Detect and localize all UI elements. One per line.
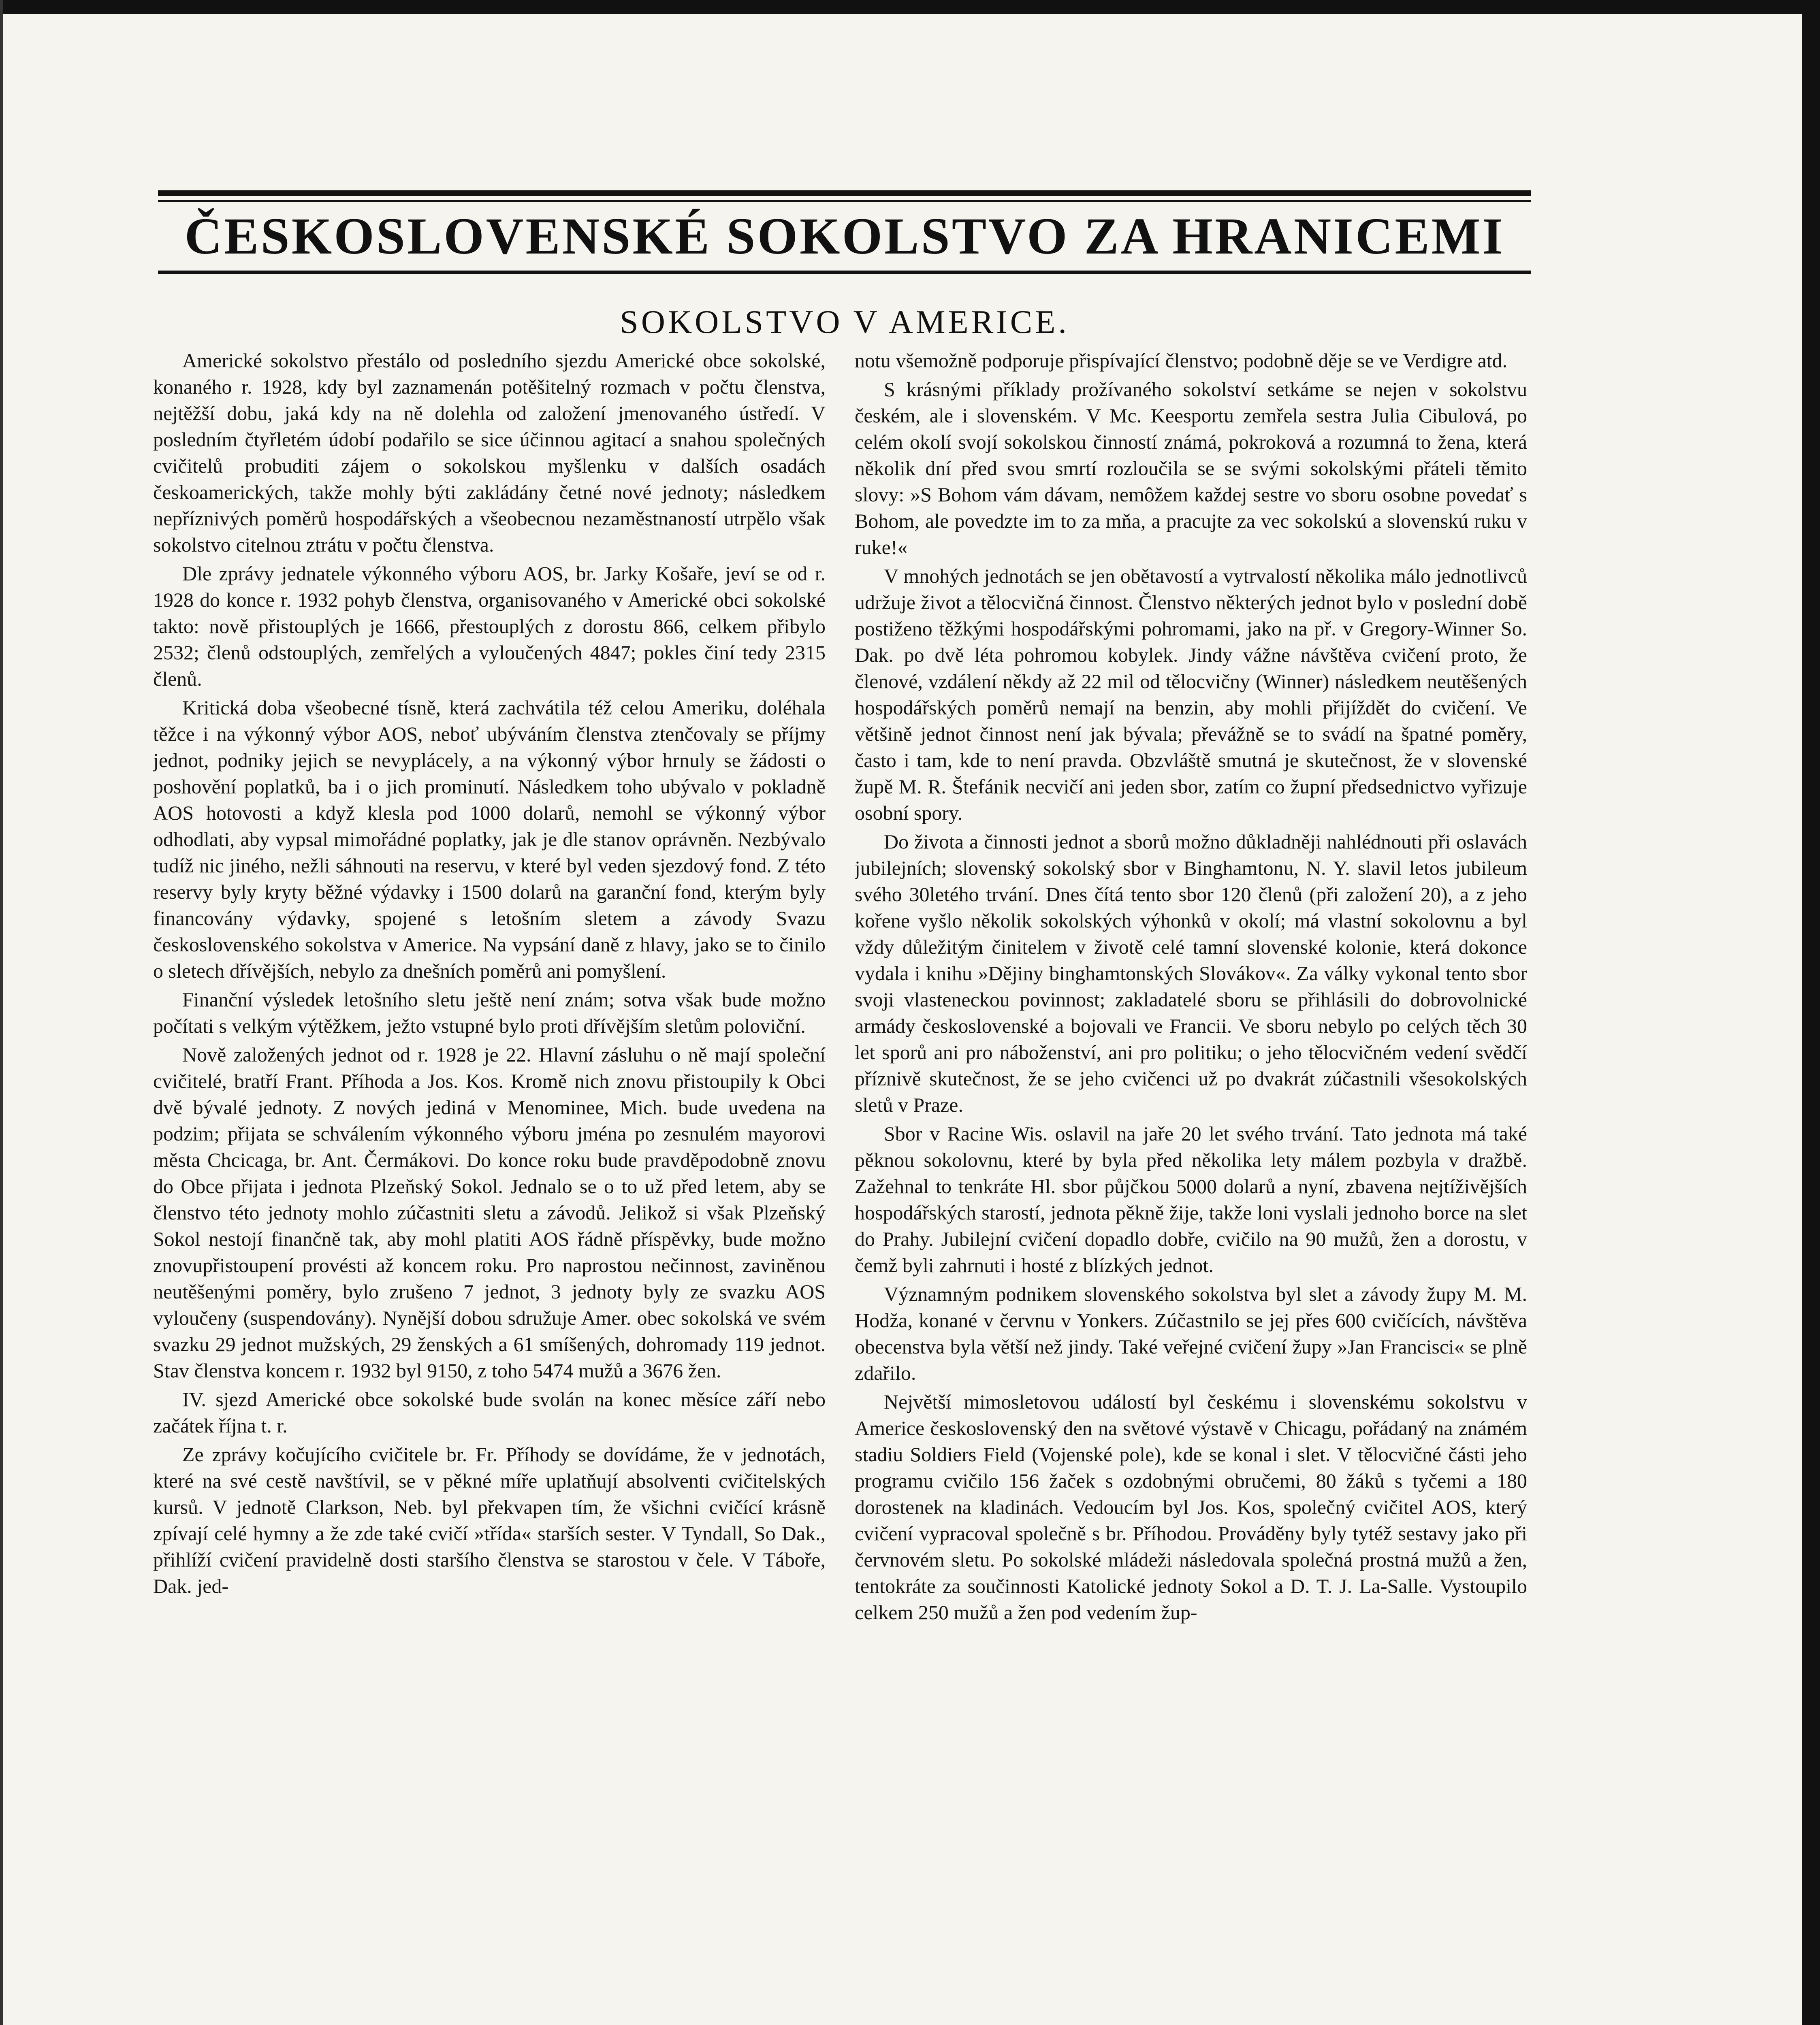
left-column xyxy=(153,347,826,2000)
right-paragraph-3: V mnohých jednotách se jen obětavostí a vytrvalostí několika málo jednotlivců udržuje život a tělocvičná činnost. Členstvo některých jednot bylo v poslední době postiženo těžkými hospodářskými pohromami, jako na př. v Gregory-Winner So. Dak. po dvě léta pohromou kobylek. Jindy vážne návštěva cvičení proto, že členové, vzdálení někdy až 22 mil od tělocvičny (Winner) následkem neutěšených hospodářských poměrů nemají na benzin, aby mohli přijíždět do cvičení. Ve většině jednot činnost není jak bývala; převážně se to svádí na špatné poměry, často i tam, kde to není pravda. Obzvláště smutná je skutečnost, že v slovenské župě M. R. Štefánik necvičí ani jeden sbor, zatím co župní předsednictvo vyřizuje osobní spory. xyxy=(855,565,1527,824)
scan-border-left xyxy=(0,0,3,2025)
right-column xyxy=(855,347,1527,2000)
right-paragraph-4: Do života a činnosti jednot a sborů možno důkladněji nahlédnouti při oslavách jubilejních; slovenský sokolský sbor v Binghamtonu, N. Y. slavil letos jubileum svého 30letého trvání. Dnes čítá tento sbor 120 členů (při založení 20), a z jeho kořene vyšlo několik sokolských výhonků v okolí; má vlastní sokolovnu a byl vždy důležitým činitelem v životě celé tamní slovenské kolonie, která dokonce vydala i knihu »Dějiny binghamtonských Slovákov«. Za války vykonal tento sbor svoji vlasteneckou povinnost; zakladatelé sboru se přihlásili do dobrovolnické armády československé a bojovali ve Francii. Ve sboru nebylo po celých těch 30 let sporů ani pro náboženství, ani pro politiku; o jeho tělocvičném vedení svědčí příznivě skutečnost, že se jeho cvičenci už po dvakrát zúčastnili všesokolských sletů v Praze. xyxy=(855,830,1527,1116)
right-paragraph-5: Sbor v Racine Wis. oslavil na jaře 20 let svého trvání. Tato jednota má také pěknou sokolovnu, které by byla před několika lety málem pozbyla v dražbě. Zažehnal to tenkráte Hl. sbor půjčkou 5000 dolarů a nyní, zbavena nejtíživějších hospodářských starostí, jednota pěkně žije, takže loni vyslali jednoho borce na slet do Prahy. Jubilejní cvičení dopadlo dobře, cvičilo na 90 mužů, žen a dorostu, v čemž byli zahrnuti i hosté z blízkých jednot. xyxy=(855,1122,1527,1277)
right-paragraph-2: S krásnými příklady prožívaného sokolství setkáme se nejen v sokolstvu českém, ale i slovenském. V Mc. Keesportu zemřela sestra Julia Cibulová, po celém okolí svojí sokolskou činností známá, pokroková a rozumná to žena, která několik dní před svou smrtí rozloučila se se svými sokolskými přáteli těmito slovy: »S Bohom vám dávam, nemôžem každej sestre vo sboru osobne povedať s Bohom, ale povedzte im to za mňa, a pracujte za vec sokolskú a slovenskú ruku v ruke!« xyxy=(855,378,1527,558)
left-paragraph-4: Finanční výsledek letošního sletu ještě není znám; sotva však bude možno počítati s velkým výtěžkem, ježto vstupné bylo proti dřívějším sletům poloviční. xyxy=(153,988,826,1037)
left-paragraph-5: Nově založených jednot od r. 1928 je 22. Hlavní zásluhu o ně mají společní cvičitelé, bratří Frant. Příhoda a Jos. Kos. Kromě nich znovu přistoupily k Obci dvě bývalé jednoty. Z nových jediná v Menominee, Mich. bude uvedena na podzim; přijata se schválením výkonného výboru jména po zesnulém mayorovi města Chcicaga, br. Ant. Čermákovi. Do konce roku bude pravděpodobně znovu do Obce přijata i jednota Plzeňský Sokol. Jednalo se o to už před letem, aby se členstvo této jednoty mohlo zúčastniti sletu a závodů. Jelikož si však Plzeňský Sokol nestojí finančně tak, aby mohl platiti AOS řádně příspěvky, bude možno znovupřistoupení provésti až koncem roku. Pro naprostou nečinnost, zaviněnou neutěšenými poměry, bylo zrušeno 7 jednot, 3 jednoty byly ze svazku AOS vyloučeny (suspendovány). Nynější dobou sdružuje Amer. obec sokolská ve svém svazku 29 jednot mužských, 29 ženských a 61 smíšených, dohromady 119 jednot. Stav členstva koncem r. 1932 byl 9150, z toho 5474 mužů a 3676 žen. xyxy=(153,1043,826,1382)
section-title: ČESKOSLOVENSKÉ SOKOLSTVO ZA HRANICEMI xyxy=(184,207,1505,265)
header-rule-bottom xyxy=(158,271,1531,274)
left-paragraph-1: Americké sokolstvo přestálo od posledního sjezdu Americké obce sokolské, konaného r. 1928, kdy byl zaznamenán potěšitelný rozmach v počtu členstva, nejtěžší dobu, jaká kdy na ně dolehla od založení jmenovaného ústředí. V posledním čtyřletém údobí podařilo se sice účinnou agitací a snahou společných cvičitelů probuditi zájem o sokolskou myšlenku v dalších osadách českoamerických, takže mohly býti zakládány četné nové jednoty; následkem nepříznivých poměrů hospodářských a všeobecnou nezaměstnaností utrpělo však sokolstvo citelnou ztrátu v počtu členstva. xyxy=(153,349,826,556)
right-paragraph-1: notu všemožně podporuje přispívající členstvo; podobně děje se ve Verdigre atd. xyxy=(855,349,1508,372)
header-rule-thick xyxy=(158,190,1531,196)
article-title: SOKOLSTVO V AMERICE. xyxy=(620,303,1069,340)
left-paragraph-7: Ze zprávy kočujícího cvičitele br. Fr. Příhody se dovídáme, že v jednotách, které na své cestě navštívil, se v pěkné míře uplatňují absolventi cvičitelských kursů. V jednotě Clarkson, Neb. byl překvapen tím, že všichni cvičící krásně zpívají celé hymny a že zde také cvičí »třída« starších sester. V Tyndall, So Dak., přihlíží cvičení pravidelně dosti staršího členstva se starostou v čele. V Táboře, Dak. jed- xyxy=(153,1443,826,1597)
scan-border-right xyxy=(1802,0,1820,2025)
right-paragraph-6: Významným podnikem slovenského sokolstva byl slet a závody župy M. M. Hodža, konané v červnu v Yonkers. Zúčastnilo se jej přes 600 cvičících, návštěva obecenstva byla větší než jindy. Také veřejné cvičení župy »Jan Francisci« se plně zdařilo. xyxy=(855,1283,1527,1384)
right-paragraph-7: Největší mimosletovou událostí byl českému i slovenskému sokolstvu v Americe československý den na světové výstavě v Chicagu, pořádaný na známém stadiu Soldiers Field (Vojenské pole), kde se konal i slet. V tělocvičné části jeho programu cvičilo 156 žaček s ozdobnými obručemi, 80 žáků s tyčemi a 180 dorostenek na kladinách. Vedoucím byl Jos. Kos, společný cvičitel AOS, který cvičení vypracoval společně s br. Příhodou. Prováděny byly tytéž sestavy jako při červnovém sletu. Po sokolské mládeži následovala společná prostná mužů a žen, tentokráte za součinnosti Katolické jednoty Sokol a D. T. J. La-Salle. Vystoupilo celkem 250 mužů a žen pod vedením žup- xyxy=(855,1390,1527,1624)
left-paragraph-2: Dle zprávy jednatele výkonného výboru AOS, br. Jarky Košaře, jeví se od r. 1928 do konce r. 1932 pohyb členstva, organisovaného v Americké obci sokolské takto: nově přistouplých je 1666, přestouplých z dorostu 866, celkem přibylo 2532; členů odstouplých, zemřelých a vyloučených 4847; pokles činí tedy 2315 členů. xyxy=(153,562,826,690)
left-paragraph-3: Kritická doba všeobecné tísně, která zachvátila též celou Ameriku, doléhala těžce i na výkonný výbor AOS, neboť ubýváním členstva ztenčovaly se příjmy jednot, podniky jejich se nevyplácely, a na výkonný výbor hrnuly se žádosti o poshovění poplatků, ba i o jich prominutí. Následkem toho ubývalo v pokladně AOS hotovosti a když klesla pod 1000 dolarů, nemohl se výkonný výbor odhodlati, aby vypsal mimořádné poplatky, jak je dle stanov oprávněn. Nezbývalo tudíž nic jiného, nežli sáhnouti na reservu, v které byl veden sjezdový fond. Z této reservy byly kryty běžné výdavky i 1500 dolarů na garanční fond, kterým byly financovány výdavky, spojené s letošním sletem a závody Svazu československého sokolstva v Americe. Na vypsání daně z hlavy, jako se to činilo o sletech dřívějších, nebylo za dnešních poměrů ani pomyšlení. xyxy=(153,696,826,982)
left-paragraph-6: IV. sjezd Americké obce sokolské bude svolán na konec měsíce září nebo začátek října t. r. xyxy=(153,1388,826,1437)
scan-border-top xyxy=(0,0,1820,14)
